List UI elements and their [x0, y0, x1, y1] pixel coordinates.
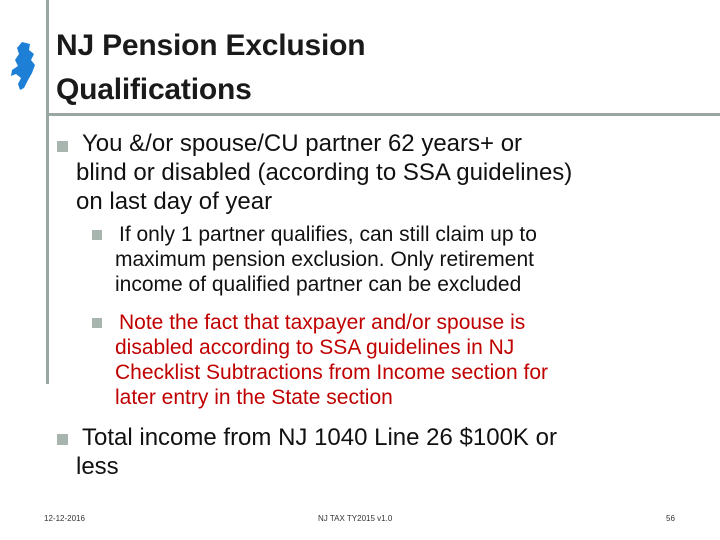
title-line-1: NJ Pension Exclusion [56, 29, 366, 62]
bullet-3-text [115, 310, 548, 410]
bullet-1-line-1: You &/or spouse/CU partner 62 years+ or [82, 130, 523, 157]
bullet-2-line-3: income of qualified partner can be excluded [115, 273, 522, 296]
sub-bullet-marker [92, 318, 102, 328]
bullet-1-line-2: blind or disabled (according to SSA guidelines) [76, 159, 573, 186]
footer-date: 12-12-2016 [44, 514, 85, 523]
bullet-2-text [115, 222, 537, 297]
bullet-1-text [76, 129, 572, 216]
title-underline-rule [46, 113, 720, 116]
bullet-3-line-4: later entry in the State section [115, 386, 393, 409]
bullet-marker [57, 434, 68, 445]
bullet-4-line-2: less [76, 453, 119, 480]
sub-bullet-marker [92, 230, 102, 240]
bullet-3-line-2: disabled according to SSA guidelines in NJ [115, 336, 515, 359]
left-accent-rule [46, 0, 49, 384]
bullet-3-line-3: Checklist Subtractions from Income section for [115, 361, 549, 384]
bullet-1-line-3: on last day of year [76, 188, 273, 215]
page-number: 56 [666, 514, 675, 523]
bullet-2-line-2: maximum pension exclusion. Only retirement [115, 248, 534, 271]
bullet-marker [57, 141, 68, 152]
bullet-3-line-1: Note the fact that taxpayer and/or spouse is [119, 311, 526, 334]
bullet-4-text [76, 423, 557, 481]
slide-title [56, 24, 676, 112]
bullet-2-line-1: If only 1 partner qualifies, can still claim up to [119, 223, 537, 246]
footer-center-text: NJ TAX TY2015 v1.0 [318, 514, 393, 523]
title-line-2: Qualifications [56, 73, 252, 106]
bullet-4-line-1: Total income from NJ 1040 Line 26 $100K or [82, 424, 557, 451]
nj-state-icon [8, 40, 38, 92]
